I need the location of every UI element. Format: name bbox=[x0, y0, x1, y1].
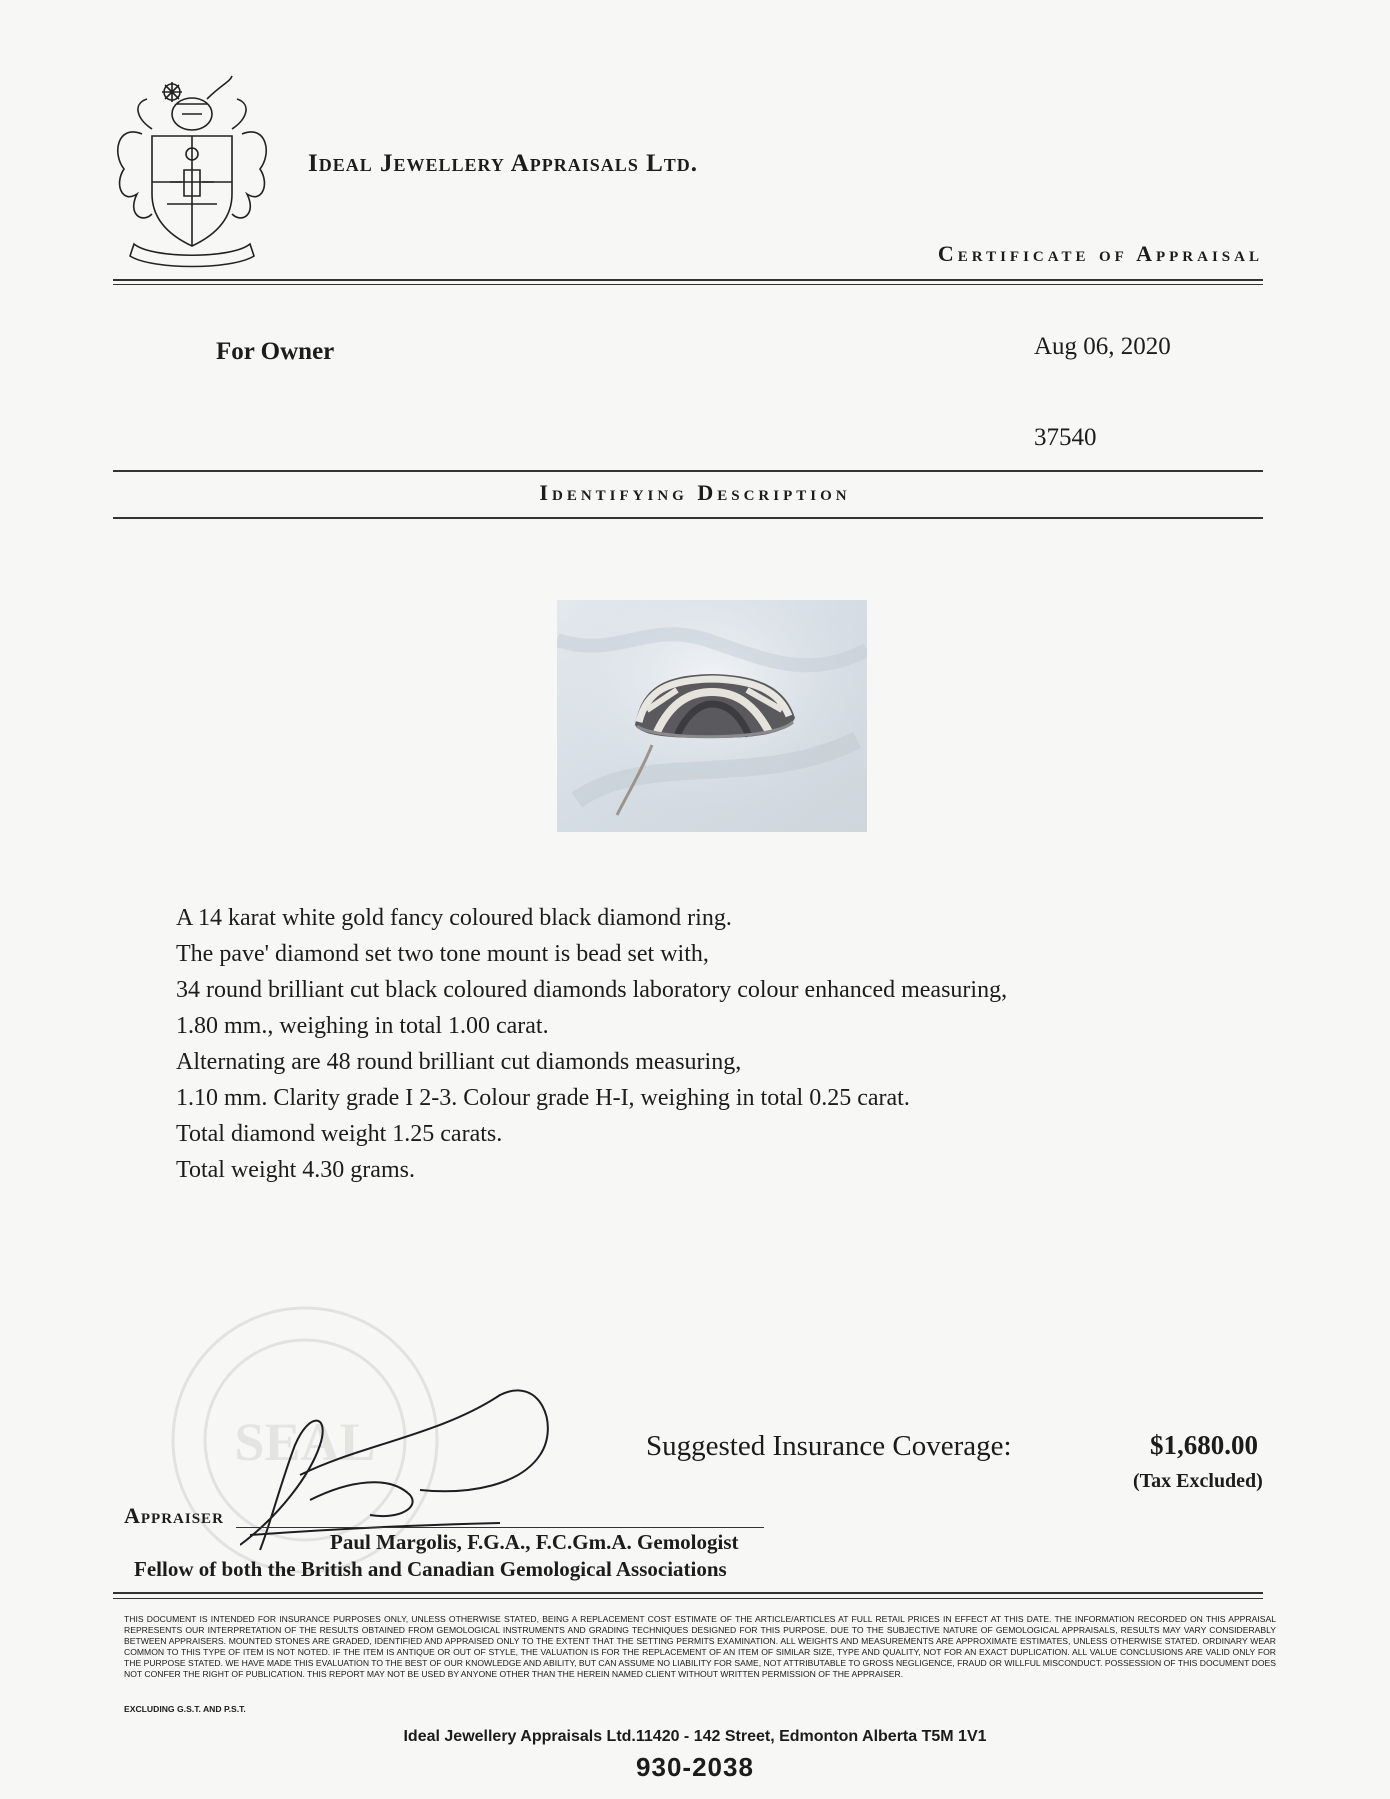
tax-exclusion-note: EXCLUDING G.S.T. AND P.S.T. bbox=[124, 1704, 246, 1714]
ring-photo bbox=[557, 600, 867, 832]
owner-label: For Owner bbox=[216, 338, 335, 365]
appraisal-date: Aug 06, 2020 bbox=[1034, 333, 1171, 360]
description-line: Total weight 4.30 grams. bbox=[176, 1157, 415, 1183]
description-line: 1.10 mm. Clarity grade I 2-3. Colour grade H-I, weighing in total 0.25 carat. bbox=[176, 1085, 910, 1111]
section-divider-top bbox=[113, 470, 1263, 472]
section-title: Identifying Description bbox=[539, 480, 851, 505]
description-line: Total diamond weight 1.25 carats. bbox=[176, 1121, 503, 1147]
header-divider bbox=[113, 279, 1263, 281]
description-line: The pave' diamond set two tone mount is bead set with, bbox=[176, 941, 709, 967]
reference-number: 37540 bbox=[1034, 424, 1097, 451]
item-description bbox=[176, 900, 1007, 1188]
svg-text:SEAL: SEAL bbox=[234, 1412, 376, 1472]
appraiser-name: Paul Margolis, F.G.A., F.C.Gm.A. Gemologist bbox=[330, 1530, 739, 1554]
section-divider-bottom bbox=[113, 517, 1263, 519]
footer-phone: 930-2038 bbox=[636, 1752, 754, 1782]
crest-logo bbox=[112, 74, 272, 274]
insurance-value: $1,680.00 bbox=[1150, 1430, 1258, 1460]
tax-note: (Tax Excluded) bbox=[1133, 1470, 1263, 1492]
description-line: A 14 karat white gold fancy coloured black diamond ring. bbox=[176, 905, 732, 931]
description-line: 34 round brilliant cut black coloured diamonds laboratory colour enhanced measuring, bbox=[176, 977, 1008, 1003]
certificate-title: Certificate of Appraisal bbox=[937, 241, 1263, 266]
footer-divider-thin bbox=[113, 1598, 1263, 1599]
company-name: Ideal Jewellery Appraisals Ltd. bbox=[308, 150, 699, 177]
appraiser-fellowship: Fellow of both the British and Canadian Gemological Associations bbox=[134, 1557, 727, 1581]
appraiser-label: Appraiser bbox=[124, 1503, 224, 1528]
header-divider-thin bbox=[113, 284, 1263, 285]
disclaimer-text: THIS DOCUMENT IS INTENDED FOR INSURANCE PURPOSES ONLY, UNLESS OTHERWISE STATED, BEING A REPLACEMENT COST ESTIMATE OF THE ARTICLE/ARTICLES AT FULL RETAIL PRICES IN EFFECT AT THIS DATE. THE INFORMATION RECORDED ON THIS APPRAISAL REPRESENTS OUR INTERPRETATION OF THE RESULTS OBTAINED FROM GEMOLOGICAL INSTRUMENTS AND GRADING TECHNIQUES DESIGNED FOR THIS PURPOSE. DUE TO THE SUBJECTIVE NATURE OF GEMOLOGICAL APPRAISALS, RESULTS MAY VARY CONSIDERABLY BETWEEN APPRAISERS. MOUNTED STONES ARE GRADED, IDENTIFIED AND APPRAISED ONLY TO THE EXTENT THAT THE SETTING PERMITS EXAMINATION. ALL WEIGHTS AND MEASUREMENTS ARE APPROXIMATE ESTIMATES, UNLESS OTHERWISE STATED. ORDINARY WEAR COMMON TO THIS TYPE OF ITEM IS NOT NOTED. IF THE ITEM IS ANTIQUE OR OUT OF STYLE, THE VALUATION IS FOR THE REPLACEMENT OF AN ITEM OF SIMILAR SIZE, TYPE AND QUALITY, NOT FOR AN EXACT DUPLICATION. ALL VALUE CONCLUSIONS ARE VALID ONLY FOR THE PURPOSE STATED. WE HAVE MADE THIS EVALUATION TO THE BEST OF OUR KNOWLEDGE AND ABILITY, BUT CAN ASSUME NO LIABILITY FOR SAME, NOT ATTRIBUTABLE TO GROSS NEGLIGENCE, FRAUD OR WILLFUL MISCONDUCT. POSSESSION OF THIS DOCUMENT DOES NOT CONFER THE RIGHT OF PUBLICATION. THIS REPORT MAY NOT BE USED BY ANYONE OTHER THAN THE HEREIN NAMED CLIENT WITHOUT WRITTEN PERMISSION OF THE APPRAISER. bbox=[124, 1614, 1276, 1679]
signature-line bbox=[236, 1527, 764, 1528]
description-line: Alternating are 48 round brilliant cut diamonds measuring, bbox=[176, 1049, 742, 1075]
footer-divider bbox=[113, 1592, 1263, 1594]
description-line: 1.80 mm., weighing in total 1.00 carat. bbox=[176, 1013, 549, 1039]
footer-address: Ideal Jewellery Appraisals Ltd.11420 - 142 Street, Edmonton Alberta T5M 1V1 bbox=[403, 1728, 987, 1745]
insurance-label: Suggested Insurance Coverage: bbox=[646, 1430, 1012, 1462]
